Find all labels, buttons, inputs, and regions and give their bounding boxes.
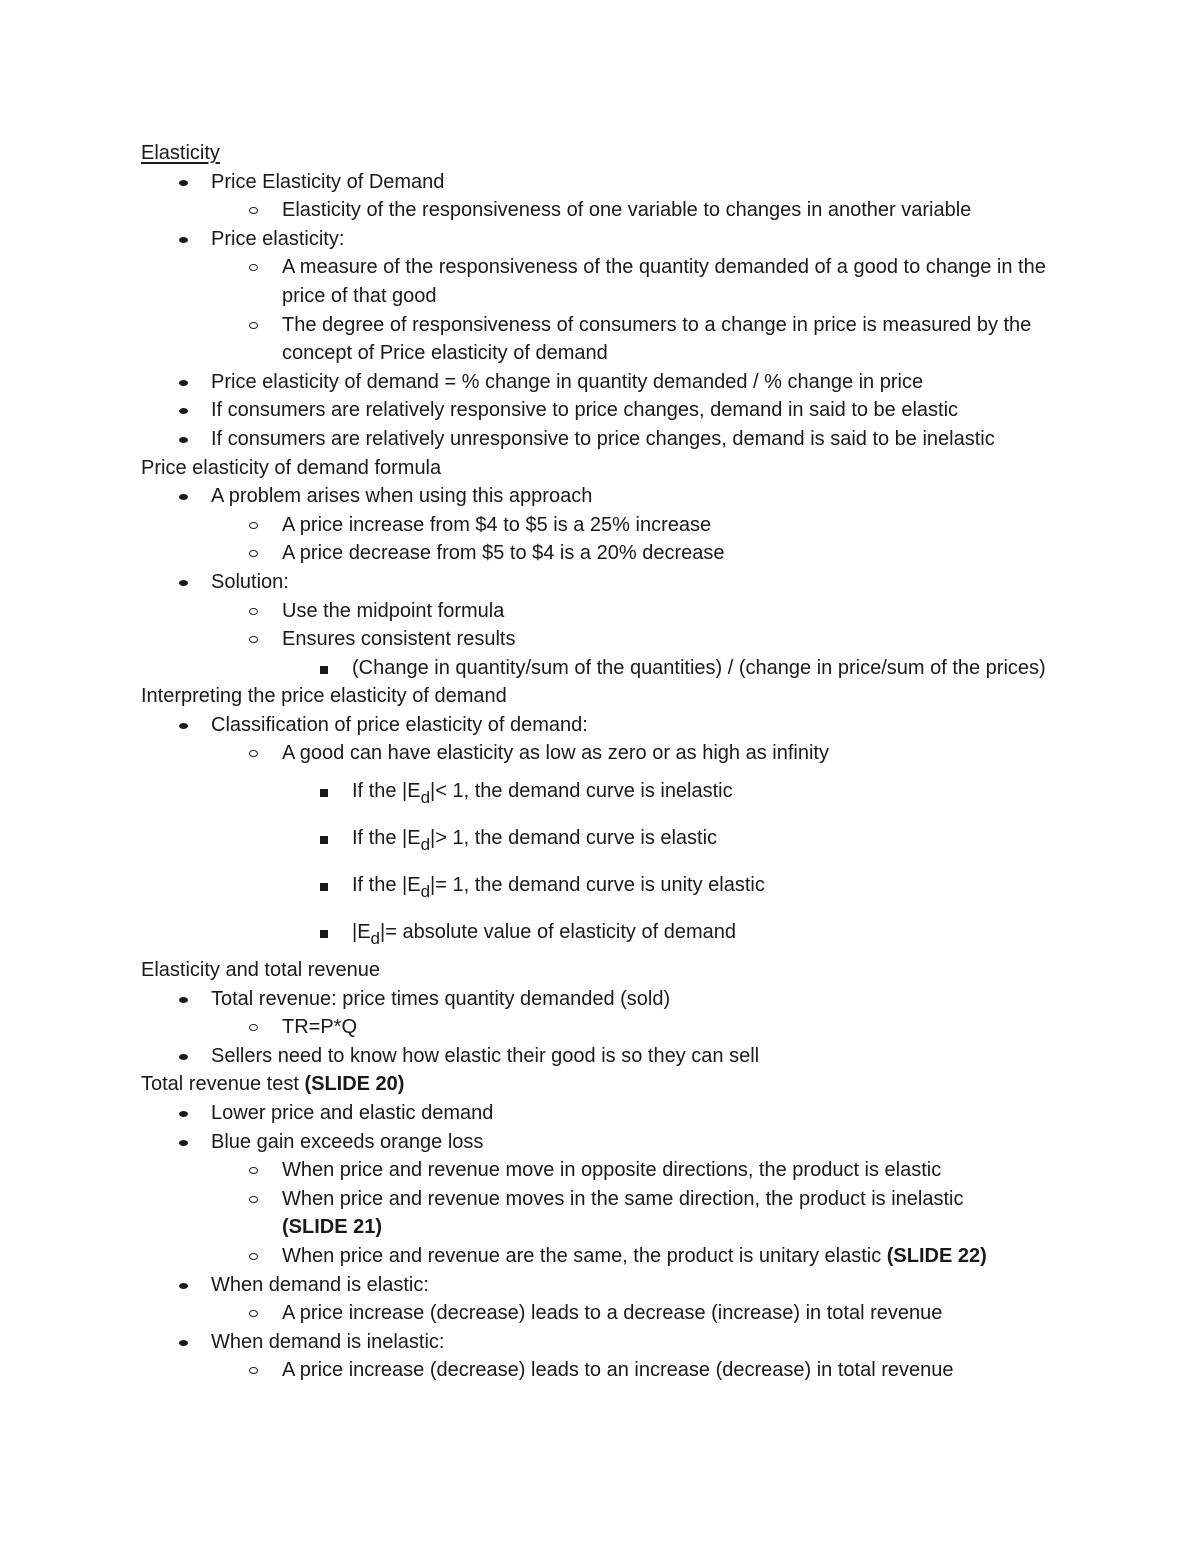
bullet-icon xyxy=(177,985,197,1014)
bullet-icon xyxy=(248,311,268,340)
document-body xyxy=(141,139,1071,1385)
list-item: A price increase (decrease) leads to a decrease (increase) in total revenue xyxy=(282,1299,1071,1328)
list-item: Total revenue: price times quantity demanded (sold) xyxy=(211,985,1071,1014)
bullet-icon xyxy=(177,168,197,197)
heading-interpreting: Interpreting the price elasticity of demand xyxy=(141,685,507,708)
heading-total-revenue-test: Total revenue test (SLIDE 20) xyxy=(141,1073,405,1096)
bullet-icon xyxy=(248,1356,268,1385)
bullet-icon xyxy=(177,368,197,397)
bullet-icon xyxy=(248,739,268,768)
list-item: Price elasticity of demand = % change in quantity demanded / % change in price xyxy=(211,368,1071,397)
list-item: Elasticity of the responsiveness of one variable to changes in another variable xyxy=(282,196,1071,225)
list-item: Sellers need to know how elastic their good is so they can sell xyxy=(211,1042,1071,1071)
bullet-icon xyxy=(248,539,268,568)
heading-total-revenue: Elasticity and total revenue xyxy=(141,959,381,982)
bullet-icon xyxy=(248,1013,268,1042)
list-item: Ensures consistent results xyxy=(282,625,1071,654)
bullet-icon xyxy=(248,196,268,225)
list-item: TR=P*Q xyxy=(282,1013,1071,1042)
bullet-icon xyxy=(177,1042,197,1071)
bullet-icon xyxy=(177,425,197,454)
list-item: When price and revenue move in opposite directions, the product is elastic xyxy=(282,1156,1071,1185)
bullet-icon xyxy=(177,711,197,740)
bullet-icon xyxy=(318,777,338,806)
list-item: A measure of the responsiveness of the quantity demanded of a good to change in the price of that good xyxy=(282,253,1071,310)
list-item: Price Elasticity of Demand xyxy=(211,168,1071,197)
list-item: Lower price and elastic demand xyxy=(211,1099,1071,1128)
list-item: When demand is inelastic: xyxy=(211,1328,1071,1357)
bullet-icon xyxy=(177,1328,197,1357)
bullet-icon xyxy=(248,597,268,626)
list-item: If consumers are relatively unresponsive to price changes, demand is said to be inelastic xyxy=(211,425,1071,454)
bullet-icon xyxy=(177,482,197,511)
list-item: When price and revenue are the same, the product is unitary elastic (SLIDE 22) xyxy=(282,1242,1071,1271)
list-item: Blue gain exceeds orange loss xyxy=(211,1128,1071,1157)
bullet-icon xyxy=(177,1099,197,1128)
list-item: If the $|E_d|> 1$, the demand curve is elastic xyxy=(352,815,1071,862)
list-item: If the $|E_d|< 1$, the demand curve is inelastic xyxy=(352,768,1071,815)
bullet-icon xyxy=(177,396,197,425)
heading-elasticity: Elasticity xyxy=(141,142,220,164)
bullet-icon xyxy=(248,1242,268,1271)
list-item: A price increase from $4 to $5 is a 25% increase xyxy=(282,511,1071,540)
list-item: A price decrease from $5 to $4 is a 20% decrease xyxy=(282,539,1071,568)
list-item: A problem arises when using this approach xyxy=(211,482,1071,511)
bullet-icon xyxy=(248,1185,268,1214)
list-item: $|E_d|=$ absolute value of elasticity of demand xyxy=(352,909,1071,956)
list-item: Price elasticity: xyxy=(211,225,1071,254)
list-item: If consumers are relatively responsive to price changes, demand in said to be elastic xyxy=(211,396,1071,425)
bullet-icon xyxy=(177,568,197,597)
bullet-icon xyxy=(248,511,268,540)
list-item: A price increase (decrease) leads to an increase (decrease) in total revenue xyxy=(282,1356,1071,1385)
list-item: A good can have elasticity as low as zero or as high as infinity xyxy=(282,739,1071,768)
list-item: When demand is elastic: xyxy=(211,1271,1071,1300)
bullet-icon xyxy=(248,1156,268,1185)
list-item: Use the midpoint formula xyxy=(282,597,1071,626)
bullet-icon xyxy=(177,1128,197,1157)
list-item: (Change in quantity/sum of the quantities) / (change in price/sum of the prices) xyxy=(352,654,1071,683)
bullet-icon xyxy=(248,625,268,654)
list-item: The degree of responsiveness of consumers to a change in price is measured by the concept of Price elasticity of demand xyxy=(282,311,1071,368)
bullet-icon xyxy=(177,1271,197,1300)
bullet-icon xyxy=(177,225,197,254)
bullet-icon xyxy=(248,1299,268,1328)
list-item: If the $|E_d|= 1$, the demand curve is unity elastic xyxy=(352,862,1071,909)
bullet-icon xyxy=(318,918,338,947)
list-item: Classification of price elasticity of demand: xyxy=(211,711,1071,740)
list-item: Solution: xyxy=(211,568,1071,597)
bullet-icon xyxy=(318,871,338,900)
bullet-icon xyxy=(318,824,338,853)
list-item: When price and revenue moves in the same direction, the product is inelastic (SLIDE 21) xyxy=(282,1185,1071,1242)
heading-formula: Price elasticity of demand formula xyxy=(141,456,442,479)
bullet-icon xyxy=(318,654,338,683)
bullet-icon xyxy=(248,253,268,282)
